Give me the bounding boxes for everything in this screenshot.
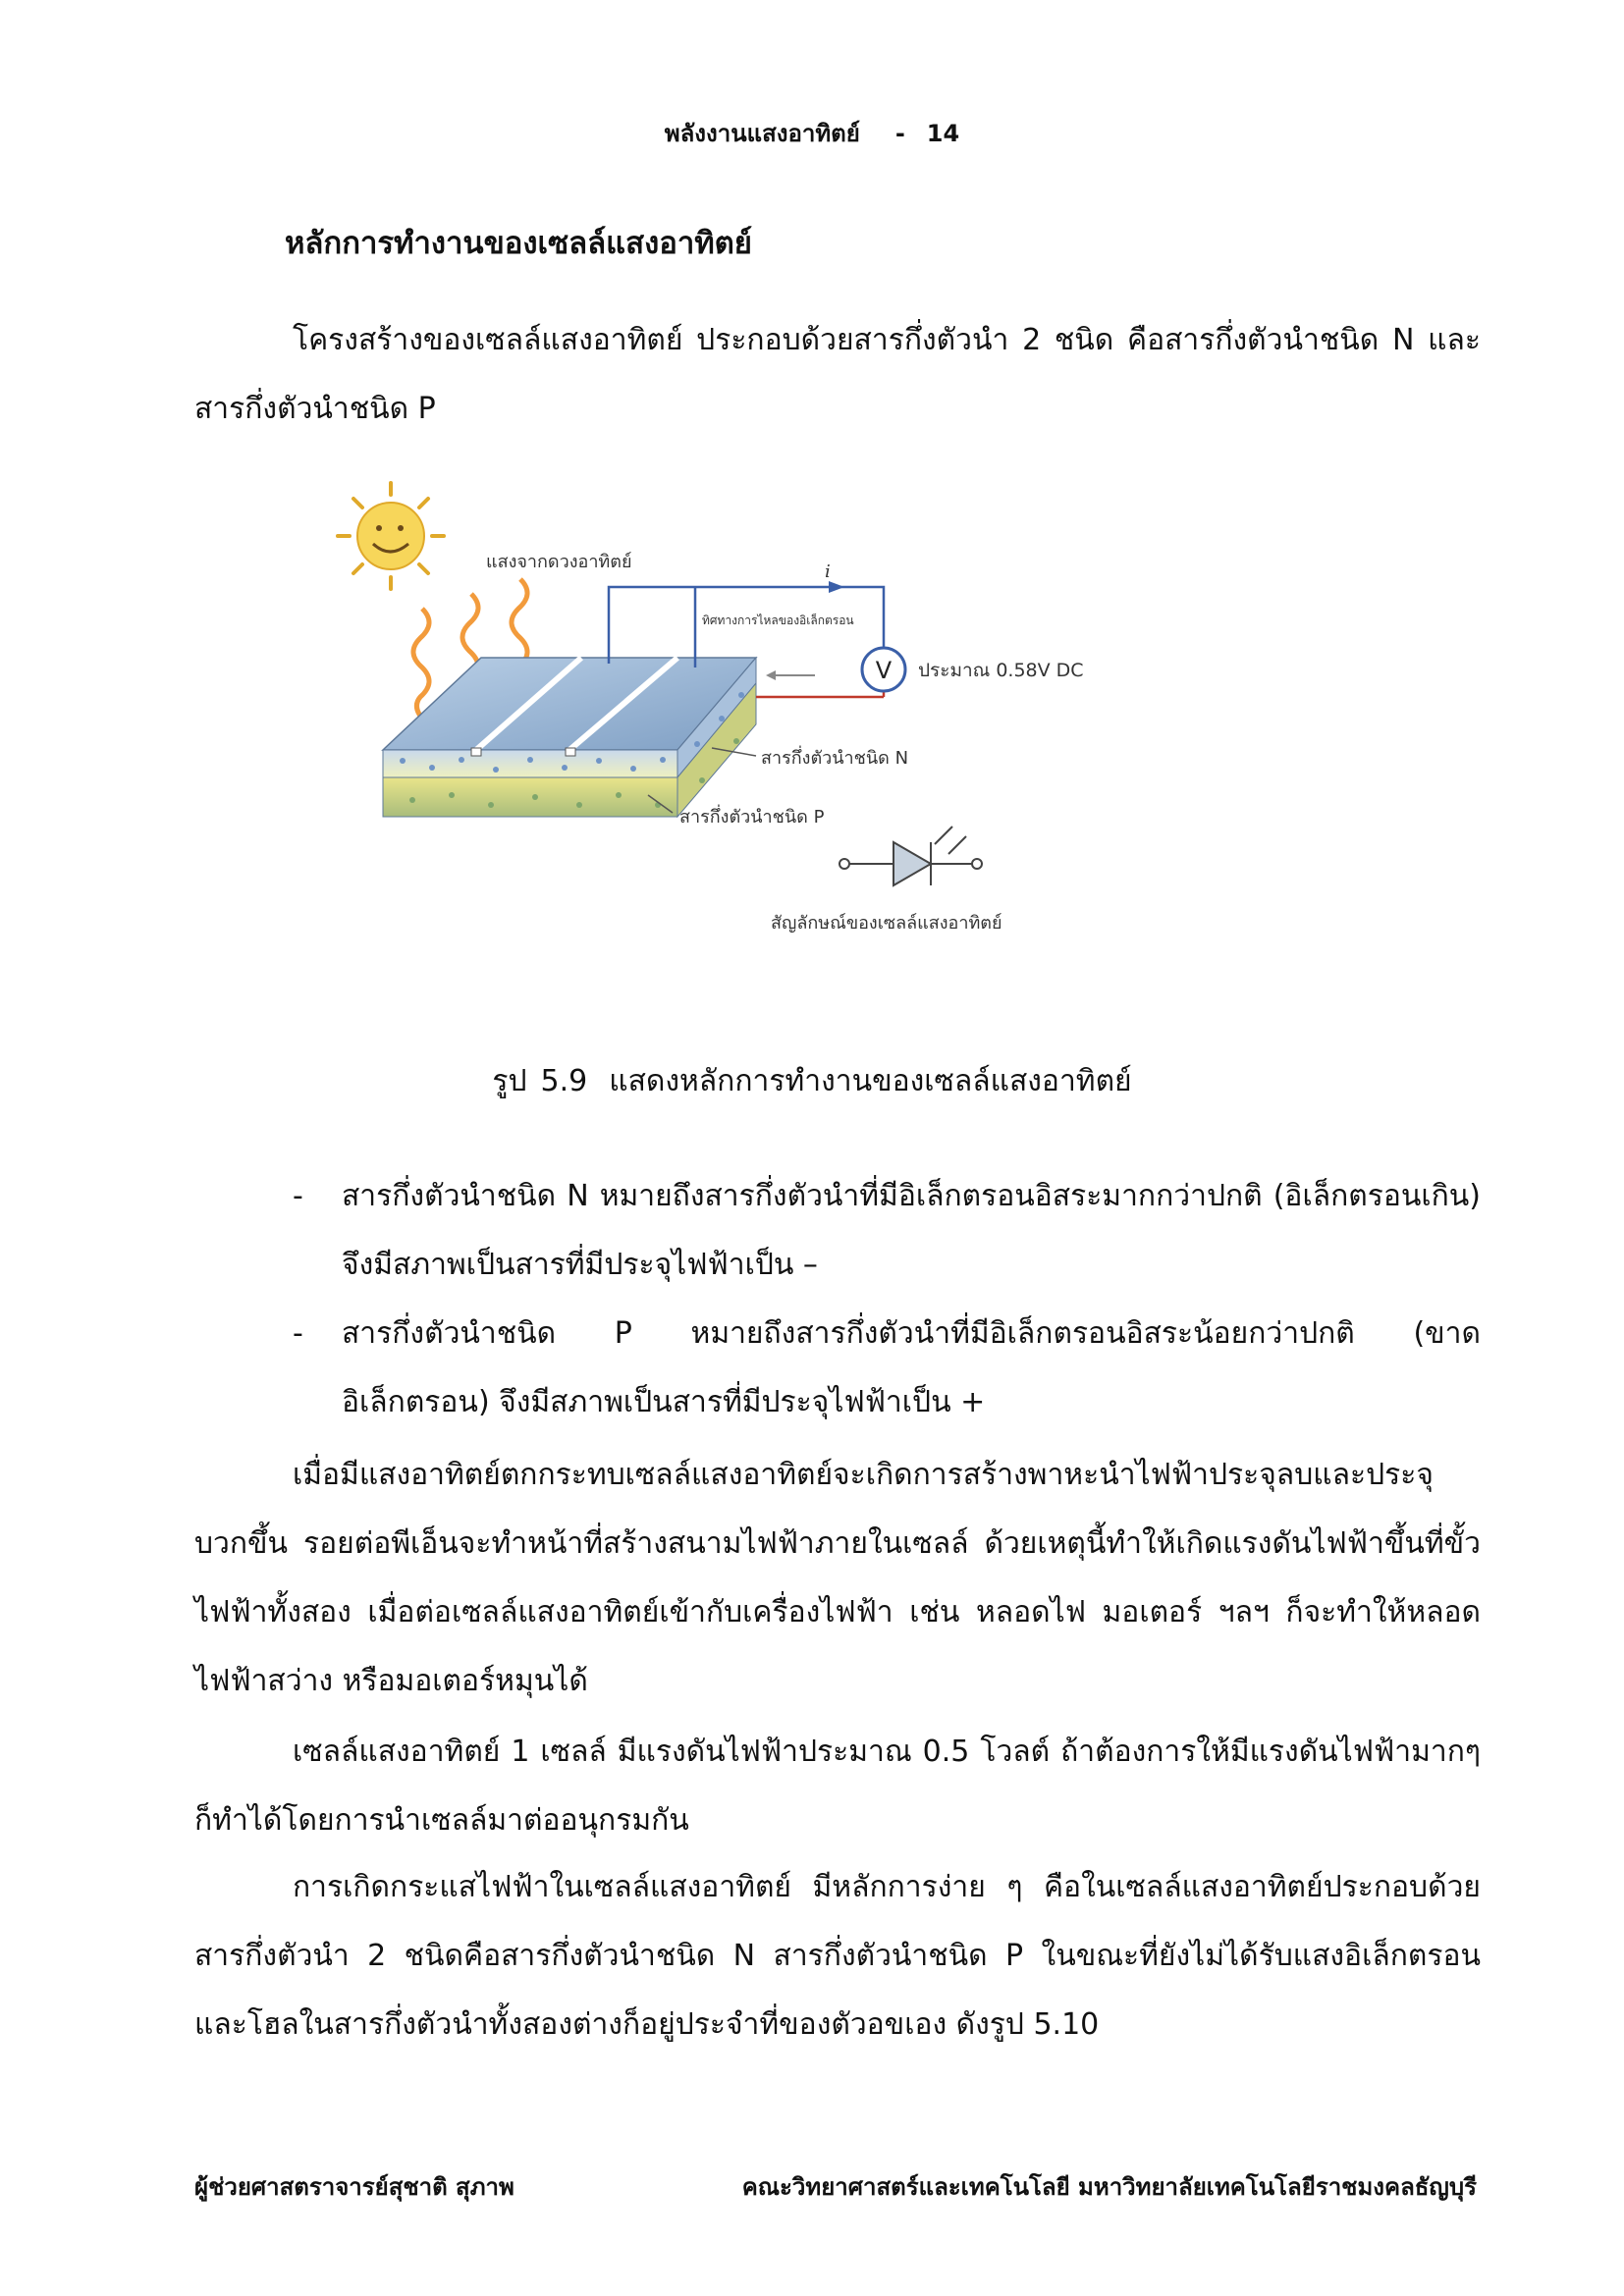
- n-layer: [383, 750, 677, 777]
- body-paragraph-3: [194, 1853, 1481, 2059]
- list-item: [293, 1162, 1481, 1300]
- current-arrowhead: [829, 581, 844, 593]
- figure-caption: [0, 1058, 1624, 1104]
- p-layer-label: สารกึ่งตัวนำชนิด P: [679, 807, 825, 828]
- footer-affiliation: คณะวิทยาศาสตร์และเทคโนโลยี มหาวิทยาลัยเทคโนโลยีราชมงคลธัญบุรี: [741, 2173, 1477, 2201]
- current-symbol: i: [825, 561, 831, 582]
- header-separator: -: [894, 120, 905, 147]
- voltage-label: ประมาณ 0.58V DC: [918, 660, 1084, 681]
- solar-cell-diagram: [324, 461, 1188, 1031]
- intro-text: โครงสร้างของเซลล์แสงอาทิตย์ ประกอบด้วยสารกึ่งตัวนำ 2 ชนิด คือสารกึ่งตัวนำชนิด N และสารกึ่งตัวนำชนิด P: [194, 323, 1481, 426]
- bullet-text: สารกึ่งตัวนำชนิด N หมายถึงสารกึ่งตัวนำที่มีอิเล็กตรอนอิสระมากกว่าปกติ (อิเล็กตรอนเกิน) จึงมีสภาพเป็นสารที่มีประจุไฟฟ้าเป็น –: [342, 1179, 1481, 1282]
- caption-prefix: รูป: [492, 1064, 527, 1098]
- electron-flow-arrowhead: [766, 670, 776, 680]
- sun-light-label: แสงจากดวงอาทิตย์: [486, 552, 632, 572]
- bullet-dash: -: [293, 1316, 303, 1351]
- paragraph-text: เมื่อมีแสงอาทิตย์ตกกระทบเซลล์แสงอาทิตย์จะเกิดการสร้างพาหะนำไฟฟ้าประจุลบและประจุบวกขึ้น รอยต่อพีเอ็นจะทำหน้าที่สร้างสนามไฟฟ้าภายในเซลล์ ด้วยเหตุนี้ทำให้เกิดแรงดันไฟฟ้าขึ้นที่ขั้วไฟฟ้าทั้งสอง เมื่อต่อเซลล์แสงอาทิตย์เข้ากับเครื่องไฟฟ้า เช่น หลอดไฟ มอเตอร์ ฯลฯ ก็จะทำให้หลอดไฟฟ้าสว่าง หรือมอเตอร์หมุนได้: [194, 1458, 1481, 1698]
- header-title: พลังงานแสงอาทิตย์: [664, 120, 860, 147]
- bullet-text: สารกึ่งตัวนำชนิด P หมายถึงสารกึ่งตัวนำที่มีอิเล็กตรอนอิสระน้อยกว่าปกติ (ขาดอิเล็กตรอน) จึงมีสภาพเป็นสารที่มีประจุไฟฟ้าเป็น +: [342, 1316, 1481, 1419]
- n-layer-label: สารกึ่งตัวนำชนิด N: [761, 748, 909, 769]
- solar-cell-symbol-label: สัญลักษณ์ของเซลล์แสงอาทิตย์: [771, 913, 1002, 934]
- body-paragraph-2: [194, 1718, 1481, 1855]
- body-paragraph-1: [194, 1441, 1481, 1716]
- sun-icon: [338, 483, 444, 589]
- solar-cell-symbol-icon: [839, 827, 982, 885]
- page-number: 14: [926, 120, 960, 147]
- intro-paragraph: [194, 306, 1481, 444]
- voltmeter-symbol: V: [875, 657, 893, 684]
- footer-author: ผู้ช่วยศาสตราจารย์สุชาติ สุภาพ: [194, 2173, 514, 2201]
- bullet-list: [293, 1162, 1481, 1437]
- paragraph-text: การเกิดกระแสไฟฟ้าในเซลล์แสงอาทิตย์ มีหลักการง่าย ๆ คือในเซลล์แสงอาทิตย์ประกอบด้วยสารกึ่งตัวนำ 2 ชนิดคือสารกึ่งตัวนำชนิด N สารกึ่งตัวนำชนิด P ในขณะที่ยังไม่ได้รับแสงอิเล็กตรอนและโฮลในสารกึ่งตัวนำทั้งสองต่างก็อยู่ประจำที่ของตัวอขเอง ดังรูป 5.10: [194, 1870, 1481, 2042]
- caption-number: 5.9: [540, 1064, 588, 1098]
- list-item: [293, 1300, 1481, 1437]
- page-header: [0, 114, 1624, 152]
- p-layer: [383, 777, 677, 817]
- section-title: หลักการทำงานของเซลล์แสงอาทิตย์: [285, 226, 752, 261]
- bullet-dash: -: [293, 1179, 303, 1213]
- paragraph-text: เซลล์แสงอาทิตย์ 1 เซลล์ มีแรงดันไฟฟ้าประมาณ 0.5 โวลต์ ถ้าต้องการให้มีแรงดันไฟฟ้ามากๆก็ทำได้โดยการนำเซลล์มาต่ออนุกรมกัน: [194, 1735, 1481, 1838]
- electron-flow-label: ทิศทางการไหลของอิเล็กตรอน: [702, 614, 854, 627]
- caption-text: แสดงหลักการทำงานของเซลล์แสงอาทิตย์: [609, 1064, 1132, 1098]
